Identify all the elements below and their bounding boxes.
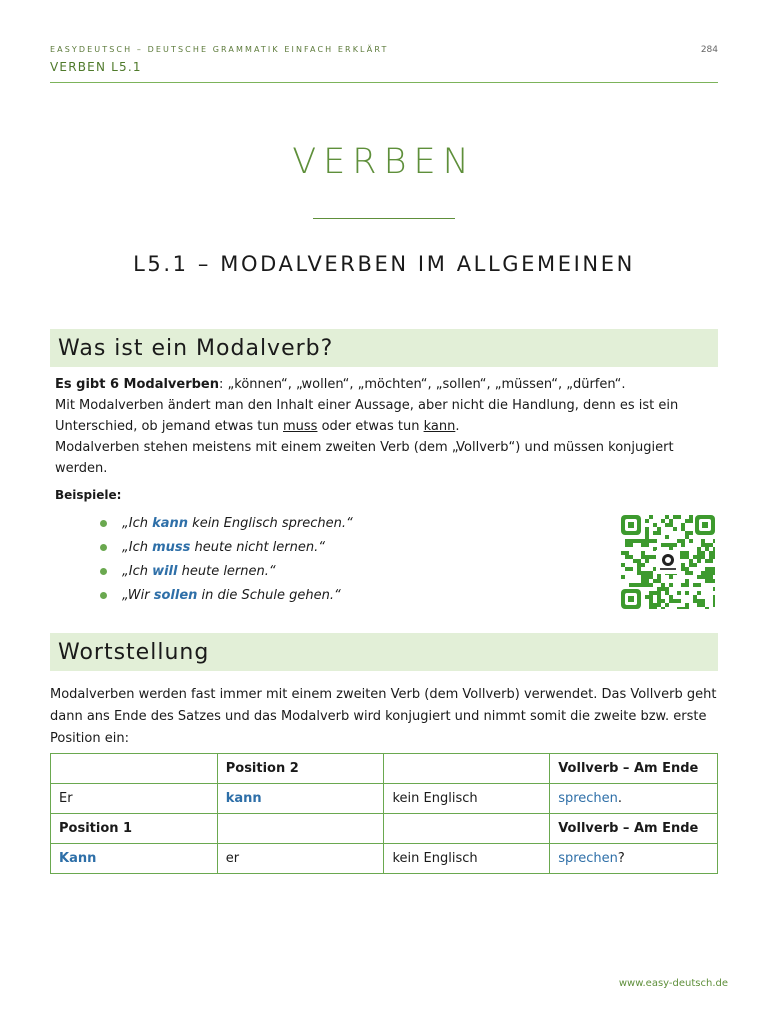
header-section: VERBEN L5.1 [50,60,142,74]
difference-line [55,395,715,437]
difference-period: . [455,419,460,434]
table-cell: Position 1 [51,814,218,844]
vollverb-text: sprechen [558,851,618,866]
example-verb: sollen [153,588,198,603]
intro-bold: Es gibt 6 Modalverben [55,377,220,392]
table-row [51,814,718,844]
bullet-icon [100,520,107,527]
example-post: in die Schule gehen.“ [197,588,341,603]
examples-list [100,514,353,610]
table-row [51,844,718,874]
page-subtitle: L5.1 – MODALVERBEN IM ALLGEMEINEN [133,252,635,276]
table-cell [217,814,384,844]
table-cell [384,814,550,844]
example-pre: „Ich [122,516,153,531]
word-order-paragraph: Modalverben werden fast immer mit einem zweiten Verb (dem Vollverb) verwendet. Das Vollverb geht dann ans Ende des Satzes und das Modalverb wird konjugiert und nimmt somit die zweite bzw. erste Position ein: [50,687,717,746]
table-cell: kein Englisch [384,784,550,814]
table-cell [550,784,718,814]
section-heading: Was ist ein Modalverb? [58,336,334,361]
example-verb: will [152,564,178,579]
conjugation-line: Modalverben stehen meistens mit einem zweiten Verb (dem „Vollverb“) und müssen konjugiert werden. [55,440,674,476]
vollverb-text: sprechen [558,791,618,806]
example-verb: muss [152,540,191,555]
section-heading: Wortstellung [58,640,210,665]
title-divider [313,218,455,219]
table-cell: kein Englisch [384,844,550,874]
bullet-icon [100,568,107,575]
modal-verbs-list: : „können“, „wollen“, „möchten“, „sollen“, „müssen“, „dürfen“. [219,377,626,392]
table-cell: er [217,844,384,874]
word-order-table [50,753,718,874]
intro-paragraph [55,374,715,479]
table-cell: Er [51,784,218,814]
intro-line [55,374,715,395]
list-item [100,562,353,586]
difference-text: Mit Modalverben ändert man den Inhalt einer Aussage, aber nicht die Handlung, denn es ist ein Unterschied, ob jemand etwas tun [55,398,679,434]
header-series: EASYDEUTSCH – DEUTSCHE GRAMMATIK EINFACH ERKLÄRT [50,45,389,54]
example-post: heute nicht lernen.“ [190,540,325,555]
list-item [100,586,353,610]
table-cell: Vollverb – Am Ende [550,814,718,844]
underlined-kann: kann [423,419,456,434]
table-cell [550,844,718,874]
example-pre: „Ich [122,540,153,555]
header-divider [50,82,718,83]
bullet-icon [100,592,107,599]
underlined-muss: muss [283,419,318,434]
table-cell: kann [217,784,384,814]
page-number: 284 [700,45,718,55]
page-title: VERBEN [292,142,476,182]
table-cell: Position 2 [217,754,384,784]
table-cell [51,754,218,784]
footer-link[interactable]: www.easy-deutsch.de [618,978,728,989]
example-post: heute lernen.“ [177,564,276,579]
example-verb: kann [152,516,189,531]
punctuation: ? [617,851,625,866]
table-row [51,784,718,814]
example-pre: „Wir [122,588,154,603]
table-row [51,754,718,784]
table-cell: Kann [51,844,218,874]
table-cell [384,754,550,784]
list-item [100,514,353,538]
difference-text-2: oder etwas tun [317,419,424,434]
table-cell: Vollverb – Am Ende [550,754,718,784]
section-heading-bar [50,633,718,671]
example-post: kein Englisch sprechen.“ [188,516,353,531]
list-item [100,538,353,562]
examples-label: Beispiele: [55,488,122,502]
qr-code-icon[interactable] [621,515,715,609]
example-pre: „Ich [122,564,153,579]
punctuation: . [617,791,623,806]
bullet-icon [100,544,107,551]
section-heading-bar [50,329,718,367]
